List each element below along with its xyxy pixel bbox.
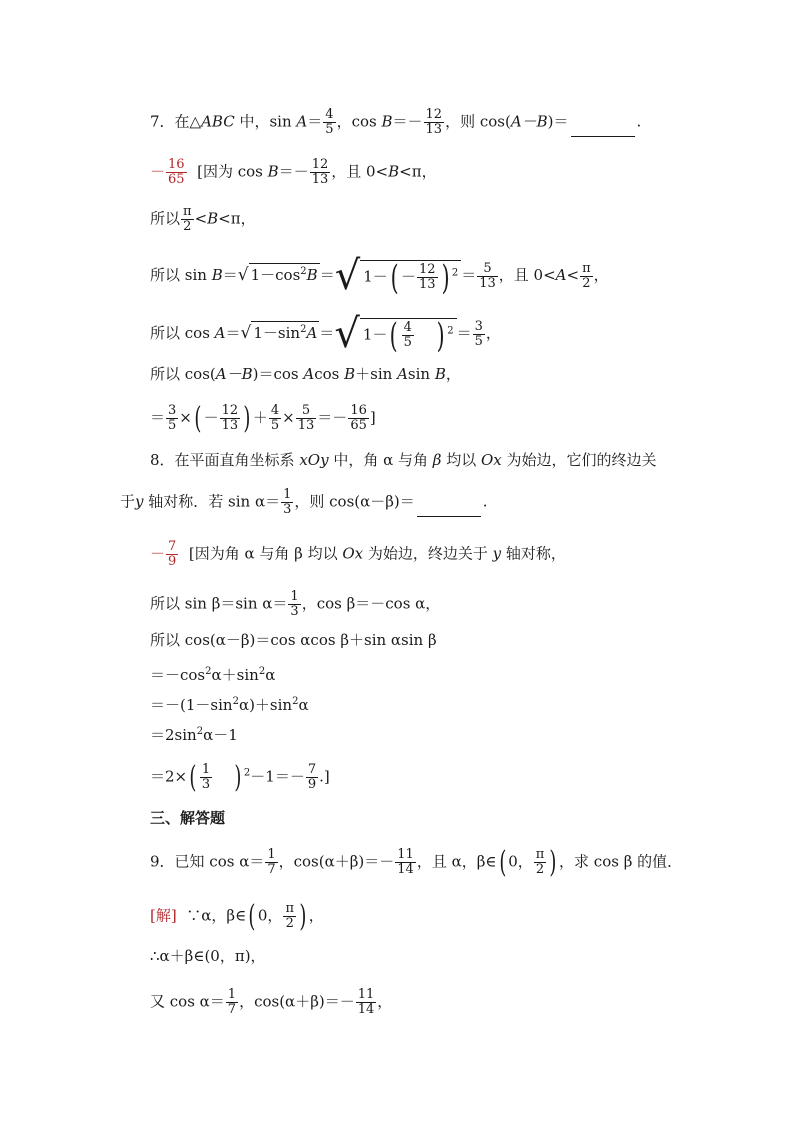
sqrt-symbol: √ (240, 323, 252, 343)
a8-line2: 所以 sin β＝sin α＝ $\frac{1}{3}$ ，cos β＝－cos α， (150, 589, 441, 619)
fraction: $\frac{\pi}{2}$ (582, 260, 591, 291)
sqrt-symbol: √ (334, 311, 360, 357)
a9-line1: [解] ∵α，β∈( 0， $\frac{\pi}{2}$ ) ， (150, 898, 324, 934)
sqrt-body: $1-\cos^2B$ (249, 263, 320, 283)
section-title: 三、解答题 (150, 809, 226, 827)
fraction: $\frac{16}{65}$ (350, 403, 367, 433)
a7-line3: 所以 sin B＝√ $1-\cos^2B$ ＝√ 1－( － $\frac{12}{13}$ ) $^2$ ＝ $\frac{5}{13}$ ，且 0<A< $\frac{\pi}{2}$ ， (150, 253, 609, 299)
fraction: $\frac{4}{5}$ (325, 107, 334, 137)
sqrt-symbol: √ (334, 253, 361, 299)
sqrt-body: 1－( － $\frac{12}{13}$ ) $^2$ (360, 260, 461, 292)
a8-line5: $=-(1-\sin^2\alpha)+\sin^2\alpha$ (150, 696, 309, 714)
fraction: $\frac{1}{3}$ (290, 589, 299, 619)
a7-line5: 所以 cos(A－B)＝cos Acos B＋sin Asin B， (150, 365, 461, 383)
q7-question: 7．在△ABC 中，sin A＝ $\frac{4}{5}$ ，cos B＝－ $\frac{12}{13}$ ，则 cos(A－B)＝ . (150, 107, 642, 137)
fraction: $\frac{5}{13}$ (297, 403, 315, 433)
fraction: $\frac{1}{7}$ (227, 987, 237, 1017)
fraction: $\frac{12}{13}$ (425, 107, 443, 137)
answer-blank (417, 502, 481, 517)
a7-line1: － $\frac{16}{65}$ [因为 cos B＝－ $\frac{12}{13}$ ，且 0<B<π， (150, 157, 437, 187)
answer-blank (571, 122, 635, 137)
fraction: $\frac{7}{9}$ (307, 762, 317, 792)
answer-sign: － (150, 544, 166, 563)
fraction: $\frac{3}{5}$ (168, 403, 177, 433)
sqrt-body: 1－( $\frac{4}{5}$ ) $^2$ (360, 318, 457, 350)
solution-tag: [解] (150, 906, 177, 925)
fraction: $\frac{4}{5}$ (270, 403, 280, 433)
fraction: $\frac{\pi}{2}$ (285, 901, 294, 931)
fraction: $\frac{5}{13}$ (479, 260, 496, 291)
a8-line7: ＝2×( $\frac{1}{3}$ ) $^2$－1＝－ $\frac{7}{9}$ .] (150, 759, 330, 795)
answer-sign: － (150, 162, 166, 181)
a8-line6: $=2\sin^2\alpha-1$ (150, 726, 238, 744)
sqrt-symbol: √ (237, 265, 249, 285)
fraction: $\frac{3}{5}$ (474, 318, 483, 349)
a9-line2: ∴α＋β∈(0，π)， (150, 947, 266, 965)
fraction: $\frac{\pi}{2}$ (183, 204, 192, 234)
q8-line1: 8．在平面直角坐标系 xOy 中，角 α 与角 β 均以 Ox 为始边，它们的终边关 (150, 451, 657, 469)
fraction: $\frac{1}{3}$ (283, 487, 292, 517)
fraction: $\frac{12}{13}$ (221, 403, 239, 433)
answer-fraction: $\frac{7}{9}$ (168, 539, 177, 569)
q8-line2: 于y 轴对称．若 sin α＝ $\frac{1}{3}$ ，则 cos(α－β)＝ . (120, 487, 488, 517)
fraction: $\frac{11}{14}$ (397, 847, 414, 877)
a7-line6: ＝ $\frac{3}{5}$ ×( － $\frac{12}{13}$ ) ＋ $\frac{4}{5}$ × $\frac{5}{13}$ ＝－ $\frac{16}{65}$ ] (150, 400, 376, 436)
fraction: $\frac{1}{3}$ (201, 762, 211, 792)
a7-line4: 所以 cos A＝√ $1-\sin^2A$ ＝√ 1－( $\frac{4}{5}$ ) $^2$ ＝ $\frac{3}{5}$ ， (150, 311, 501, 357)
q9-question: 9．已知 cos α＝ $\frac{1}{7}$ ，cos(α＋β)＝－ $\frac{11}{14}$ ，且 α，β∈( 0， $\frac{\pi}{2}$ ) ，求 cos β 的值． (150, 844, 683, 880)
fraction: $\frac{1}{7}$ (267, 847, 276, 877)
a8-line3: 所以 cos(α－β)＝cos αcos β＋sin αsin β (150, 631, 437, 649)
a9-line3: 又 cos α＝ $\frac{1}{7}$ ，cos(α＋β)＝－ $\frac{11}{14}$ ， (150, 987, 393, 1017)
fraction: $\frac{12}{13}$ (311, 157, 329, 187)
a8-line4: $=-\cos^2\alpha+\sin^2\alpha$ (150, 666, 276, 684)
fraction: $\frac{11}{14}$ (357, 987, 375, 1017)
a7-line2: 所以 $\frac{\pi}{2}$ <B<π， (150, 204, 256, 234)
fraction: $\frac{\pi}{2}$ (535, 847, 545, 877)
answer-fraction: $\frac{16}{65}$ (168, 157, 185, 187)
a8-line1: － $\frac{7}{9}$ [因为角 α 与角 β 均以 Ox 为始边，终边关于 y 轴对称， (150, 539, 566, 569)
sqrt-body: $1-\sin^2A$ (251, 321, 319, 341)
